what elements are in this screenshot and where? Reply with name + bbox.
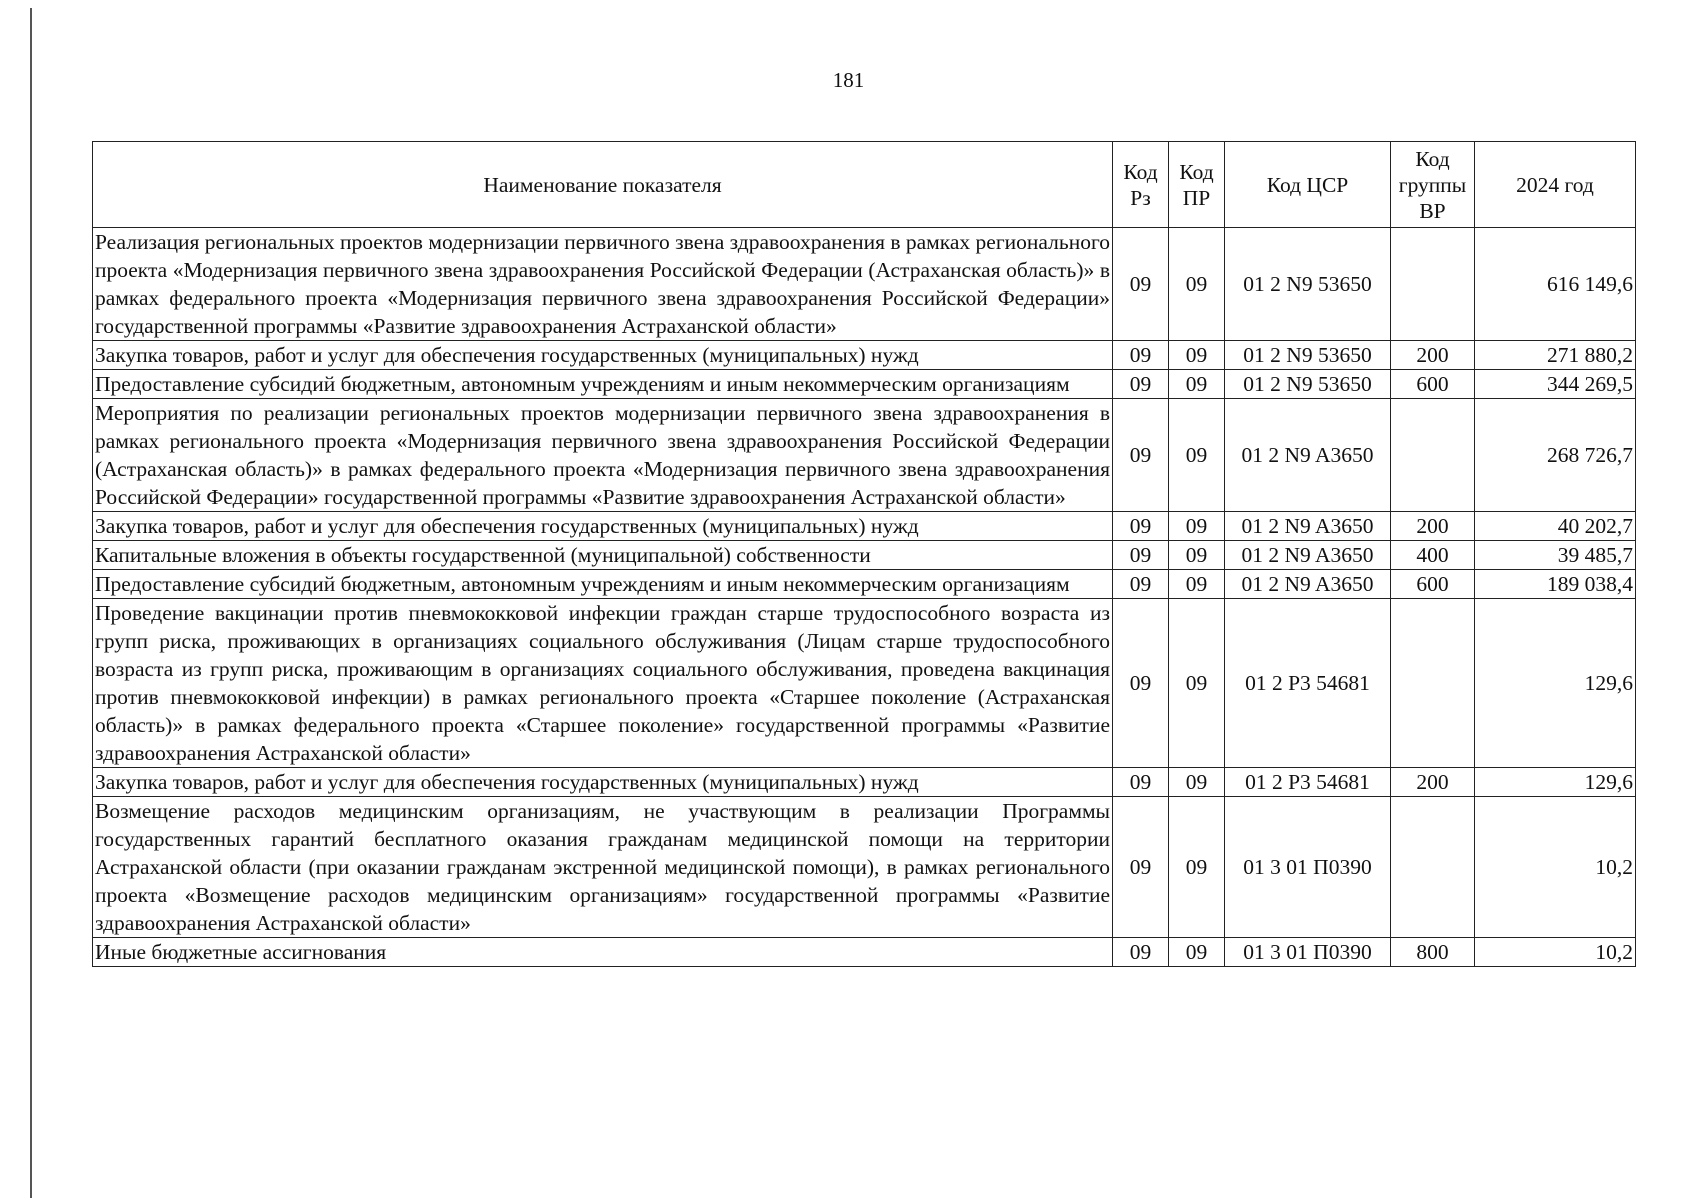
cell-pr: 09	[1169, 570, 1225, 599]
cell-pr: 09	[1169, 228, 1225, 341]
cell-pr: 09	[1169, 599, 1225, 768]
header-year: 2024 год	[1475, 142, 1636, 228]
cell-csr: 01 2 N9 A3650	[1225, 512, 1391, 541]
cell-rz: 09	[1113, 599, 1169, 768]
cell-vr: 600	[1391, 570, 1475, 599]
cell-pr: 09	[1169, 768, 1225, 797]
cell-pr: 09	[1169, 938, 1225, 967]
cell-pr: 09	[1169, 541, 1225, 570]
cell-vr: 200	[1391, 768, 1475, 797]
header-csr: Код ЦСР	[1225, 142, 1391, 228]
cell-rz: 09	[1113, 341, 1169, 370]
table-row	[93, 341, 1636, 370]
table-row	[93, 541, 1636, 570]
table-row	[93, 599, 1636, 768]
header-vr: Код группы ВР	[1391, 142, 1475, 228]
cell-value: 268 726,7	[1475, 399, 1636, 512]
cell-pr: 09	[1169, 399, 1225, 512]
cell-name: Реализация региональных проектов модернизации первичного звена здравоохранения в рамках регионального проекта «Модернизация первичного звена здравоохранения Российской Федерации (Астраханская область)» в рамках федерального проекта «Модернизация первичного звена здравоохранения Российской Федерации» государственной программы «Развитие здравоохранения Астраханской области»	[93, 228, 1113, 341]
cell-value: 10,2	[1475, 938, 1636, 967]
cell-name: Проведение вакцинации против пневмококковой инфекции граждан старше трудоспособного возраста из групп риска, проживающих в организациях социального обслуживания (Лицам старше трудоспособного возраста из групп риска, проживающим в организациях социального обслуживания, проведена вакцинация против пневмококковой инфекции) в рамках регионального проекта «Старшее поколение (Астраханская область)» в рамках федерального проекта «Старшее поколение» государственной программы «Развитие здравоохранения Астраханской области»	[93, 599, 1113, 768]
cell-vr	[1391, 599, 1475, 768]
cell-value: 40 202,7	[1475, 512, 1636, 541]
cell-rz: 09	[1113, 512, 1169, 541]
cell-name: Закупка товаров, работ и услуг для обеспечения государственных (муниципальных) нужд	[93, 512, 1113, 541]
cell-csr: 01 2 P3 54681	[1225, 599, 1391, 768]
cell-pr: 09	[1169, 370, 1225, 399]
table-body	[93, 228, 1636, 967]
cell-vr: 200	[1391, 512, 1475, 541]
cell-value: 271 880,2	[1475, 341, 1636, 370]
cell-csr: 01 2 N9 53650	[1225, 341, 1391, 370]
table-row	[93, 370, 1636, 399]
cell-value: 344 269,5	[1475, 370, 1636, 399]
cell-rz: 09	[1113, 228, 1169, 341]
cell-vr: 200	[1391, 341, 1475, 370]
cell-csr: 01 2 N9 A3650	[1225, 399, 1391, 512]
cell-rz: 09	[1113, 768, 1169, 797]
cell-vr: 800	[1391, 938, 1475, 967]
cell-csr: 01 3 01 П0390	[1225, 797, 1391, 938]
cell-value: 10,2	[1475, 797, 1636, 938]
cell-value: 129,6	[1475, 599, 1636, 768]
table-header-row	[93, 142, 1636, 228]
cell-pr: 09	[1169, 797, 1225, 938]
table-row	[93, 768, 1636, 797]
page-number: 181	[832, 68, 865, 92]
header-rz: Код Рз	[1113, 142, 1169, 228]
cell-value: 39 485,7	[1475, 541, 1636, 570]
binding-margin-line	[30, 8, 32, 1198]
cell-rz: 09	[1113, 399, 1169, 512]
cell-name: Мероприятия по реализации региональных проектов модернизации первичного звена здравоохранения в рамках регионального проекта «Модернизация первичного звена здравоохранения Российской Федерации (Астраханская область)» в рамках федерального проекта «Модернизация первичного звена здравоохранения Российской Федерации» государственной программы «Развитие здравоохранения Астраханской области»	[93, 399, 1113, 512]
cell-pr: 09	[1169, 341, 1225, 370]
cell-name: Предоставление субсидий бюджетным, автономным учреждениям и иным некоммерческим организациям	[93, 370, 1113, 399]
cell-rz: 09	[1113, 541, 1169, 570]
cell-value: 129,6	[1475, 768, 1636, 797]
cell-rz: 09	[1113, 570, 1169, 599]
table-row	[93, 797, 1636, 938]
cell-pr: 09	[1169, 512, 1225, 541]
cell-csr: 01 2 N9 A3650	[1225, 541, 1391, 570]
table-row	[93, 938, 1636, 967]
header-name: Наименование показателя	[93, 142, 1113, 228]
cell-name: Предоставление субсидий бюджетным, автономным учреждениям и иным некоммерческим организациям	[93, 570, 1113, 599]
table-row	[93, 512, 1636, 541]
cell-csr: 01 3 01 П0390	[1225, 938, 1391, 967]
header-pr: Код ПР	[1169, 142, 1225, 228]
budget-table	[92, 141, 1636, 967]
cell-value: 189 038,4	[1475, 570, 1636, 599]
cell-vr	[1391, 797, 1475, 938]
cell-rz: 09	[1113, 938, 1169, 967]
cell-vr: 600	[1391, 370, 1475, 399]
table-row	[93, 570, 1636, 599]
cell-name: Закупка товаров, работ и услуг для обеспечения государственных (муниципальных) нужд	[93, 341, 1113, 370]
table-row	[93, 399, 1636, 512]
cell-csr: 01 2 N9 53650	[1225, 370, 1391, 399]
cell-name: Возмещение расходов медицинским организациям, не участвующим в реализации Программы государственных гарантий бесплатного оказания гражданам медицинской помощи на территории Астраханской области (при оказании гражданам экстренной медицинской помощи), в рамках регионального проекта «Возмещение расходов медицинским организациям» государственной программы «Развитие здравоохранения Астраханской области»	[93, 797, 1113, 938]
cell-vr	[1391, 399, 1475, 512]
cell-csr: 01 2 N9 A3650	[1225, 570, 1391, 599]
cell-csr: 01 2 N9 53650	[1225, 228, 1391, 341]
cell-name: Закупка товаров, работ и услуг для обеспечения государственных (муниципальных) нужд	[93, 768, 1113, 797]
cell-value: 616 149,6	[1475, 228, 1636, 341]
cell-csr: 01 2 P3 54681	[1225, 768, 1391, 797]
cell-rz: 09	[1113, 370, 1169, 399]
cell-rz: 09	[1113, 797, 1169, 938]
cell-vr: 400	[1391, 541, 1475, 570]
cell-name: Иные бюджетные ассигнования	[93, 938, 1113, 967]
cell-vr	[1391, 228, 1475, 341]
table-row	[93, 228, 1636, 341]
cell-name: Капитальные вложения в объекты государственной (муниципальной) собственности	[93, 541, 1113, 570]
